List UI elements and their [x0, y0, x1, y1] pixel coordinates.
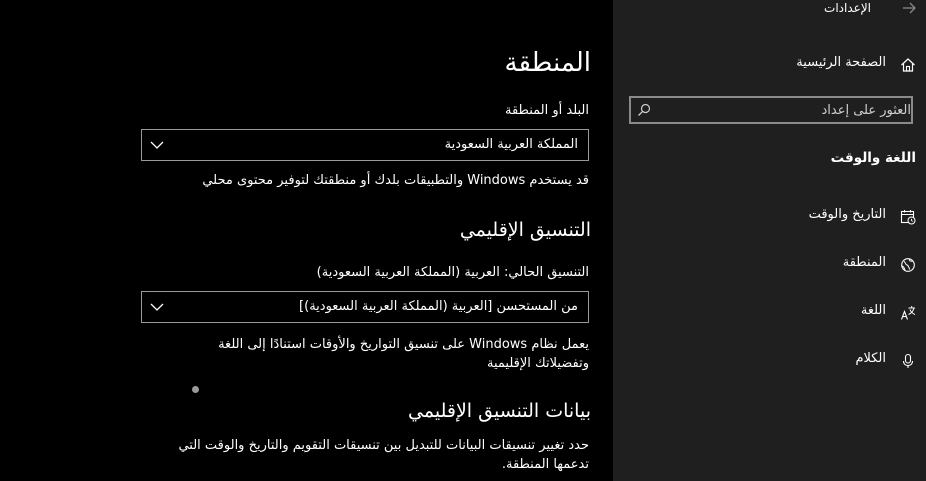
microphone-icon: [900, 353, 916, 369]
sidebar-item-label: الكلام: [855, 351, 886, 366]
sidebar-item-date-time[interactable]: [613, 205, 926, 229]
search-box[interactable]: [629, 96, 913, 124]
globe-icon: [900, 257, 916, 273]
regional-format-description: [218, 335, 589, 373]
country-label: البلد أو المنطقة: [505, 103, 589, 118]
sidebar-item-speech[interactable]: [613, 349, 926, 373]
back-arrow-icon[interactable]: [902, 1, 916, 15]
chevron-down-icon: [150, 140, 164, 150]
chevron-down-icon: [150, 302, 164, 312]
sidebar-item-home[interactable]: [613, 53, 926, 77]
regional-format-title: التنسيق الإقليمي: [459, 219, 591, 241]
regional-format-description-line1: يعمل نظام Windows على تنسيق التواريخ والأوقات استنادًا إلى اللغة: [218, 337, 589, 352]
sidebar: [613, 0, 926, 481]
search-icon[interactable]: [637, 103, 651, 117]
sidebar-item-label: المنطقة: [842, 255, 886, 270]
loading-dot: [192, 386, 199, 393]
regional-data-title: بيانات التنسيق الإقليمي: [408, 400, 591, 422]
sidebar-item-label: اللغة: [860, 303, 886, 318]
regional-format-dropdown-value: من المستحسن [العربية (المملكة العربية السعودية)]: [299, 299, 578, 314]
regional-data-description-line2: تدعمها المنطقة.: [501, 457, 589, 472]
search-input[interactable]: [655, 98, 913, 122]
language-icon: [900, 305, 916, 321]
sidebar-item-region[interactable]: [613, 253, 926, 277]
country-dropdown[interactable]: [141, 129, 589, 161]
country-dropdown-value: المملكة العربية السعودية: [444, 137, 578, 152]
current-format-label: التنسيق الحالي: العربية (المملكة العربية السعودية): [316, 265, 589, 280]
page-title: المنطقة: [504, 48, 591, 78]
regional-data-description: [178, 436, 589, 474]
regional-format-dropdown[interactable]: [141, 291, 589, 323]
sidebar-item-label: الصفحة الرئيسية: [796, 55, 886, 70]
window-title: الإعدادات: [824, 1, 871, 15]
country-description: قد يستخدم Windows والتطبيقات بلدك أو منطقتك لتوفير محتوى محلي: [202, 173, 589, 188]
calendar-clock-icon: [900, 209, 916, 225]
home-icon: [900, 57, 916, 73]
regional-format-description-line2: وتفضيلاتك الإقليمية: [486, 356, 589, 371]
sidebar-item-label: التاريخ والوقت: [808, 207, 886, 222]
sidebar-item-language[interactable]: [613, 301, 926, 325]
group-title: اللغة والوقت: [830, 150, 916, 166]
regional-data-description-line1: حدد تغيير تنسيقات البيانات للتبديل بين تنسيقات التقويم والتاريخ والوقت التي: [178, 438, 589, 453]
